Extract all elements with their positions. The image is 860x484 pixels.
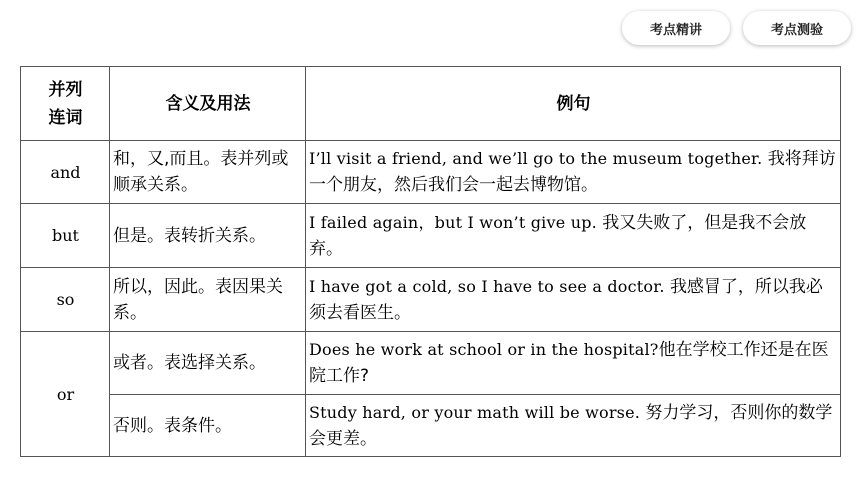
conjunction-table bbox=[20, 66, 841, 457]
example-english: Study hard, or your math will be worse. bbox=[309, 402, 646, 422]
example-cell bbox=[306, 332, 841, 395]
conjunction-cell: or bbox=[21, 332, 110, 457]
explain-button[interactable]: 考点精讲 bbox=[622, 11, 730, 45]
meaning-cell: 所以，因此。表因果关系。 bbox=[110, 268, 306, 332]
example-english: I’ll visit a friend, and we’ll go to the museum together. bbox=[309, 149, 768, 168]
example-english: Does he work at school or in the hospital? bbox=[309, 340, 659, 359]
table-row bbox=[21, 268, 841, 332]
example-chinese: 努力学习，否则你的数学会更差。 bbox=[309, 402, 833, 449]
conjunction-cell: and bbox=[21, 141, 110, 204]
example-chinese: 我将拜访一个朋友，然后我们会一起去博物馆。 bbox=[309, 149, 836, 195]
example-chinese: 我又失败了，但是我不会放弃。 bbox=[309, 212, 807, 259]
header-conjunction: 并列 连词 bbox=[21, 67, 110, 141]
table-row bbox=[21, 332, 841, 395]
example-cell bbox=[306, 395, 841, 457]
table-row bbox=[21, 141, 841, 204]
conjunction-cell: but bbox=[21, 204, 110, 268]
test-button[interactable]: 考点测验 bbox=[743, 11, 851, 45]
table-header-row bbox=[21, 67, 841, 141]
example-cell bbox=[306, 204, 841, 268]
meaning-cell: 或者。表选择关系。 bbox=[110, 332, 306, 395]
example-english: I have got a cold, so I have to see a doctor. bbox=[309, 276, 670, 296]
table-row bbox=[21, 395, 841, 457]
header-example: 例句 bbox=[306, 67, 841, 141]
example-chinese: 他在学校工作还是在医院工作? bbox=[309, 340, 829, 386]
example-cell bbox=[306, 141, 841, 204]
meaning-cell: 和，又,而且。表并列或顺承关系。 bbox=[110, 141, 306, 204]
example-chinese: 我感冒了，所以我必须去看医生。 bbox=[309, 276, 823, 323]
example-cell bbox=[306, 268, 841, 332]
conjunction-cell: so bbox=[21, 268, 110, 332]
example-english: I failed again，but I won’t give up. bbox=[309, 212, 603, 232]
meaning-cell: 否则。表条件。 bbox=[110, 395, 306, 457]
meaning-cell: 但是。表转折关系。 bbox=[110, 204, 306, 268]
header-meaning: 含义及用法 bbox=[110, 67, 306, 141]
table-row bbox=[21, 204, 841, 268]
